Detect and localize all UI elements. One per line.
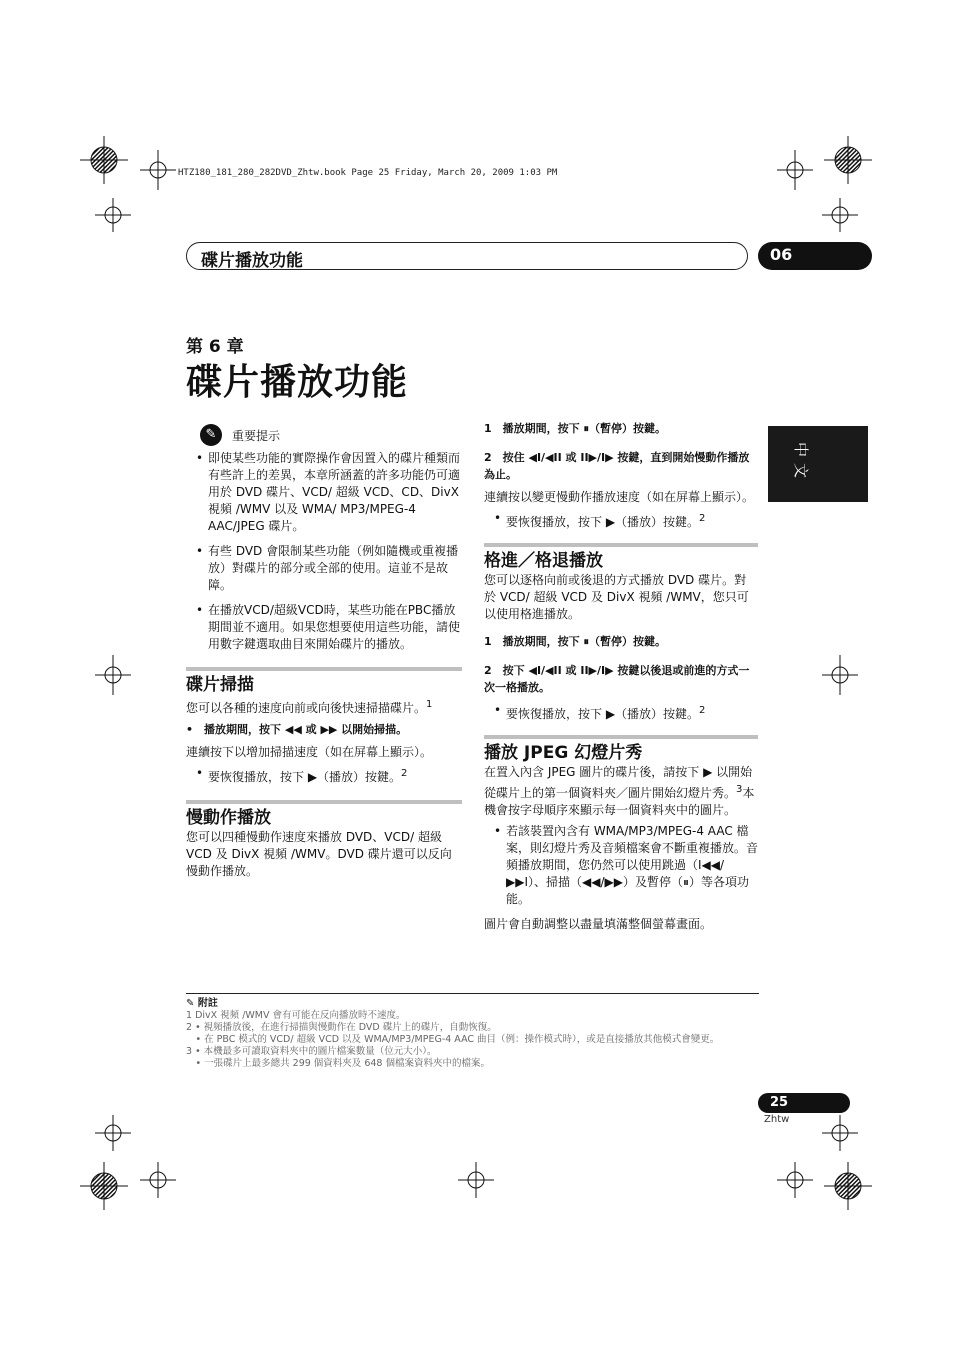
frame-heading: 格進／格退播放 bbox=[484, 551, 603, 571]
tip-bullet-3: 在播放VCD/超級VCD時，某些功能在PBC播放期間並不適用。如果您想要使用這些功能，請使用數字鍵選取曲目來開始碟片的播放。 bbox=[208, 603, 461, 651]
jpeg-after: 圖片會自動調整以盡量填滿整個螢幕畫面。 bbox=[484, 917, 713, 931]
list-item: • 要恢復播放，按下 ▶（播放）按鍵。$^2$ bbox=[494, 703, 706, 721]
tip-bullet-2: 有些 DVD 會限制某些功能（例如隨機或重複播放）對碟片的部分或全部的使用。這並不是故障。 bbox=[208, 544, 459, 592]
note-line: • 一張碟片上最多總共 299 個資料夾及 648 個檔案資料夾中的檔案。 bbox=[186, 1058, 490, 1069]
scan-step: • 播放期間，按下 ◀◀ 或 ▶▶ 以開始掃描。 bbox=[186, 723, 408, 736]
frame-step-1: 1 播放期間，按下 ⏸（暫停）按鍵。 bbox=[484, 635, 666, 648]
language-tab bbox=[768, 426, 868, 502]
slow-heading: 慢動作播放 bbox=[186, 808, 271, 828]
page-number-pill bbox=[758, 1093, 850, 1113]
scan-after: 連續按下以增加掃描速度（如在屏幕上顯示）。 bbox=[186, 745, 433, 759]
section-divider bbox=[186, 667, 462, 671]
chapter-number-tab bbox=[758, 242, 872, 270]
chapter-title: 碟片播放功能 bbox=[186, 362, 409, 403]
tip-bullet-1: 即使某些功能的實際操作會因置入的碟片種類而有些許上的差異，本章所涵蓋的許多功能仍可適用於 DVD 碟片、VCD/ 超級 VCD、CD、DivX 視頻 /WMV 以及 WMA/ MP3/MPEG-4 AAC/JPEG 碟片。 bbox=[208, 451, 461, 533]
right-column bbox=[484, 416, 758, 937]
section-divider bbox=[484, 543, 758, 547]
chapter-number: 06 bbox=[770, 245, 793, 264]
tip-icon: ✎ bbox=[200, 424, 222, 446]
footnotes bbox=[186, 993, 759, 1070]
section-header-bar bbox=[186, 242, 748, 270]
note-line: 1 DivX 視頻 /WMV 會有可能在反向播放時不速度。 bbox=[186, 1010, 406, 1021]
section-divider bbox=[186, 800, 462, 804]
list-item: • 有些 DVD 會限制某些功能（例如隨機或重複播放）對碟片的部分或全部的使用。這並不是故障。 bbox=[196, 544, 459, 592]
slow-text: 您可以四種慢動作速度來播放 DVD、VCD/ 超級 VCD 及 DivX 視頻 /WMV。DVD 碟片還可以反向慢動作播放。 bbox=[186, 830, 452, 878]
frame-text: 您可以逐格向前或後退的方式播放 DVD 碟片。對於 VCD/ 超級 VCD 及 DivX 視頻 /WMV，您只可以使用格進播放。 bbox=[484, 573, 749, 621]
jpeg-text: 在置入內含 JPEG 圖片的碟片後，請按下 ▶ 以開始從碟片上的第一個資料夾／圖片開始幻燈片秀。$^3$本機會按字母順序來顯示每一個資料夾中的圖片。 bbox=[484, 765, 755, 817]
notes-heading: ✎ 附註 bbox=[186, 998, 218, 1009]
section-header-title: 碟片播放功能 bbox=[201, 251, 303, 271]
scan-intro: 您可以各種的速度向前或向後快速掃描碟片。$^1$ bbox=[186, 699, 433, 715]
page-language: Zhtw bbox=[764, 1114, 790, 1125]
tip-label: 重要提示 bbox=[232, 429, 281, 443]
note-line: 2 • 視頻播放後，在進行掃描與慢動作在 DVD 碟片上的碟片，自動恢復。 bbox=[186, 1022, 497, 1033]
list-item: • 若該裝置內含有 WMA/MP3/MPEG-4 AAC 檔案，則幻燈片秀及音頻檔案會不斷重複播放。音頻播放期間，您仍然可以使用跳過（I◀◀/▶▶I）、掃描（◀◀/▶▶）及暫停（⏸）等各項功能。 bbox=[494, 824, 759, 906]
list-item: • 要恢復播放，按下 ▶（播放）按鍵。$^2$ bbox=[494, 511, 706, 529]
section-divider bbox=[484, 735, 758, 739]
frame-step-2: 2 按下 ◀I/◀II 或 II▶/I▶ 按鍵以後退或前進的方式一次一格播放。 bbox=[484, 664, 750, 694]
scan-heading: 碟片掃描 bbox=[186, 675, 254, 695]
language-tab-label: 中文 bbox=[792, 442, 810, 485]
note-icon: ✎ bbox=[186, 998, 195, 1009]
note-line: • 在 PBC 模式的 VCD/ 超級 VCD 以及 WMA/MP3/MPEG-4 AAC 曲目（例：操作模式時），或是直接播放其他模式會變更。 bbox=[186, 1034, 720, 1045]
notes-divider bbox=[186, 993, 759, 994]
important-tip bbox=[186, 422, 462, 450]
book-header: HTZ180_181_280_282DVD_Zhtw.book Page 25 Friday, March 20, 2009 1:03 PM bbox=[178, 168, 558, 178]
jpeg-heading: 播放 JPEG 幻燈片秀 bbox=[484, 743, 643, 763]
list-item: • 要恢復播放，按下 ▶（播放）按鍵。$^2$ bbox=[196, 766, 408, 784]
note-line: 3 • 本機最多可讀取資料夾中的圖片檔案數量（位元大小）。 bbox=[186, 1046, 437, 1057]
slow-step-1: 1 播放期間，按下 ⏸（暫停）按鍵。 bbox=[484, 422, 666, 435]
slow-after: 連續按以變更慢動作播放速度（如在屏幕上顯示）。 bbox=[484, 490, 755, 504]
list-item: • 在播放VCD/超級VCD時，某些功能在PBC播放期間並不適用。如果您想要使用這些功能，請使用數字鍵選取曲目來開始碟片的播放。 bbox=[196, 603, 461, 651]
list-item: • 即使某些功能的實際操作會因置入的碟片種類而有些許上的差異，本章所涵蓋的許多功能仍可適用於 DVD 碟片、VCD/ 超級 VCD、CD、DivX 視頻 /WMV 以及 WMA/ MP3/MPEG-4 AAC/JPEG 碟片。 bbox=[196, 451, 461, 533]
left-column bbox=[186, 422, 462, 884]
page-number: 25 bbox=[770, 1095, 789, 1110]
chapter-label: 第 6 章 bbox=[186, 337, 244, 357]
slow-step-2: 2 按住 ◀I/◀II 或 II▶/I▶ 按鍵，直到開始慢動作播放為止。 bbox=[484, 451, 750, 481]
